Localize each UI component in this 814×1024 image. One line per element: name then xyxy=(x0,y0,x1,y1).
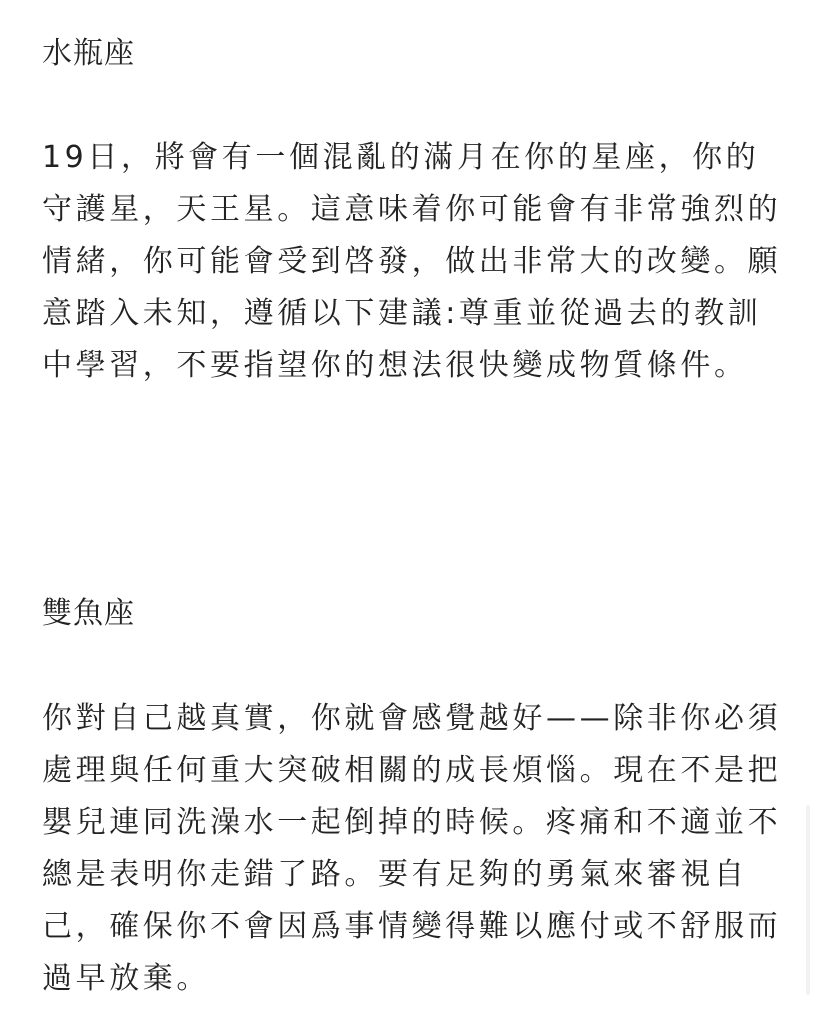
section-heading-aquarius: 水瓶座 xyxy=(42,36,135,71)
section-body-pisces: 你對自己越真實，你就會感覺越好——除非你必須處理與任何重大突破相關的成長煩惱。現在不是把嬰兒連同洗澡水一起倒掉的時候。疼痛和不適並不總是表明你走錯了路。要有足夠的勇氣來審視自己，確保你不會因爲事情變得難以應付或不舒服而過早放棄。 xyxy=(42,701,782,996)
section-body-aquarius: 19日，將會有一個混亂的滿月在你的星座，你的守護星，天王星。這意味着你可能會有非常強烈的情緒，你可能會受到啓發，做出非常大的改變。願意踏入未知，遵循以下建議:尊重並從過去的教訓中學習，不要指望你的想法很快變成物質條件。 xyxy=(42,140,782,383)
section-heading-pisces: 雙魚座 xyxy=(42,596,135,631)
scrollbar[interactable] xyxy=(806,805,810,995)
